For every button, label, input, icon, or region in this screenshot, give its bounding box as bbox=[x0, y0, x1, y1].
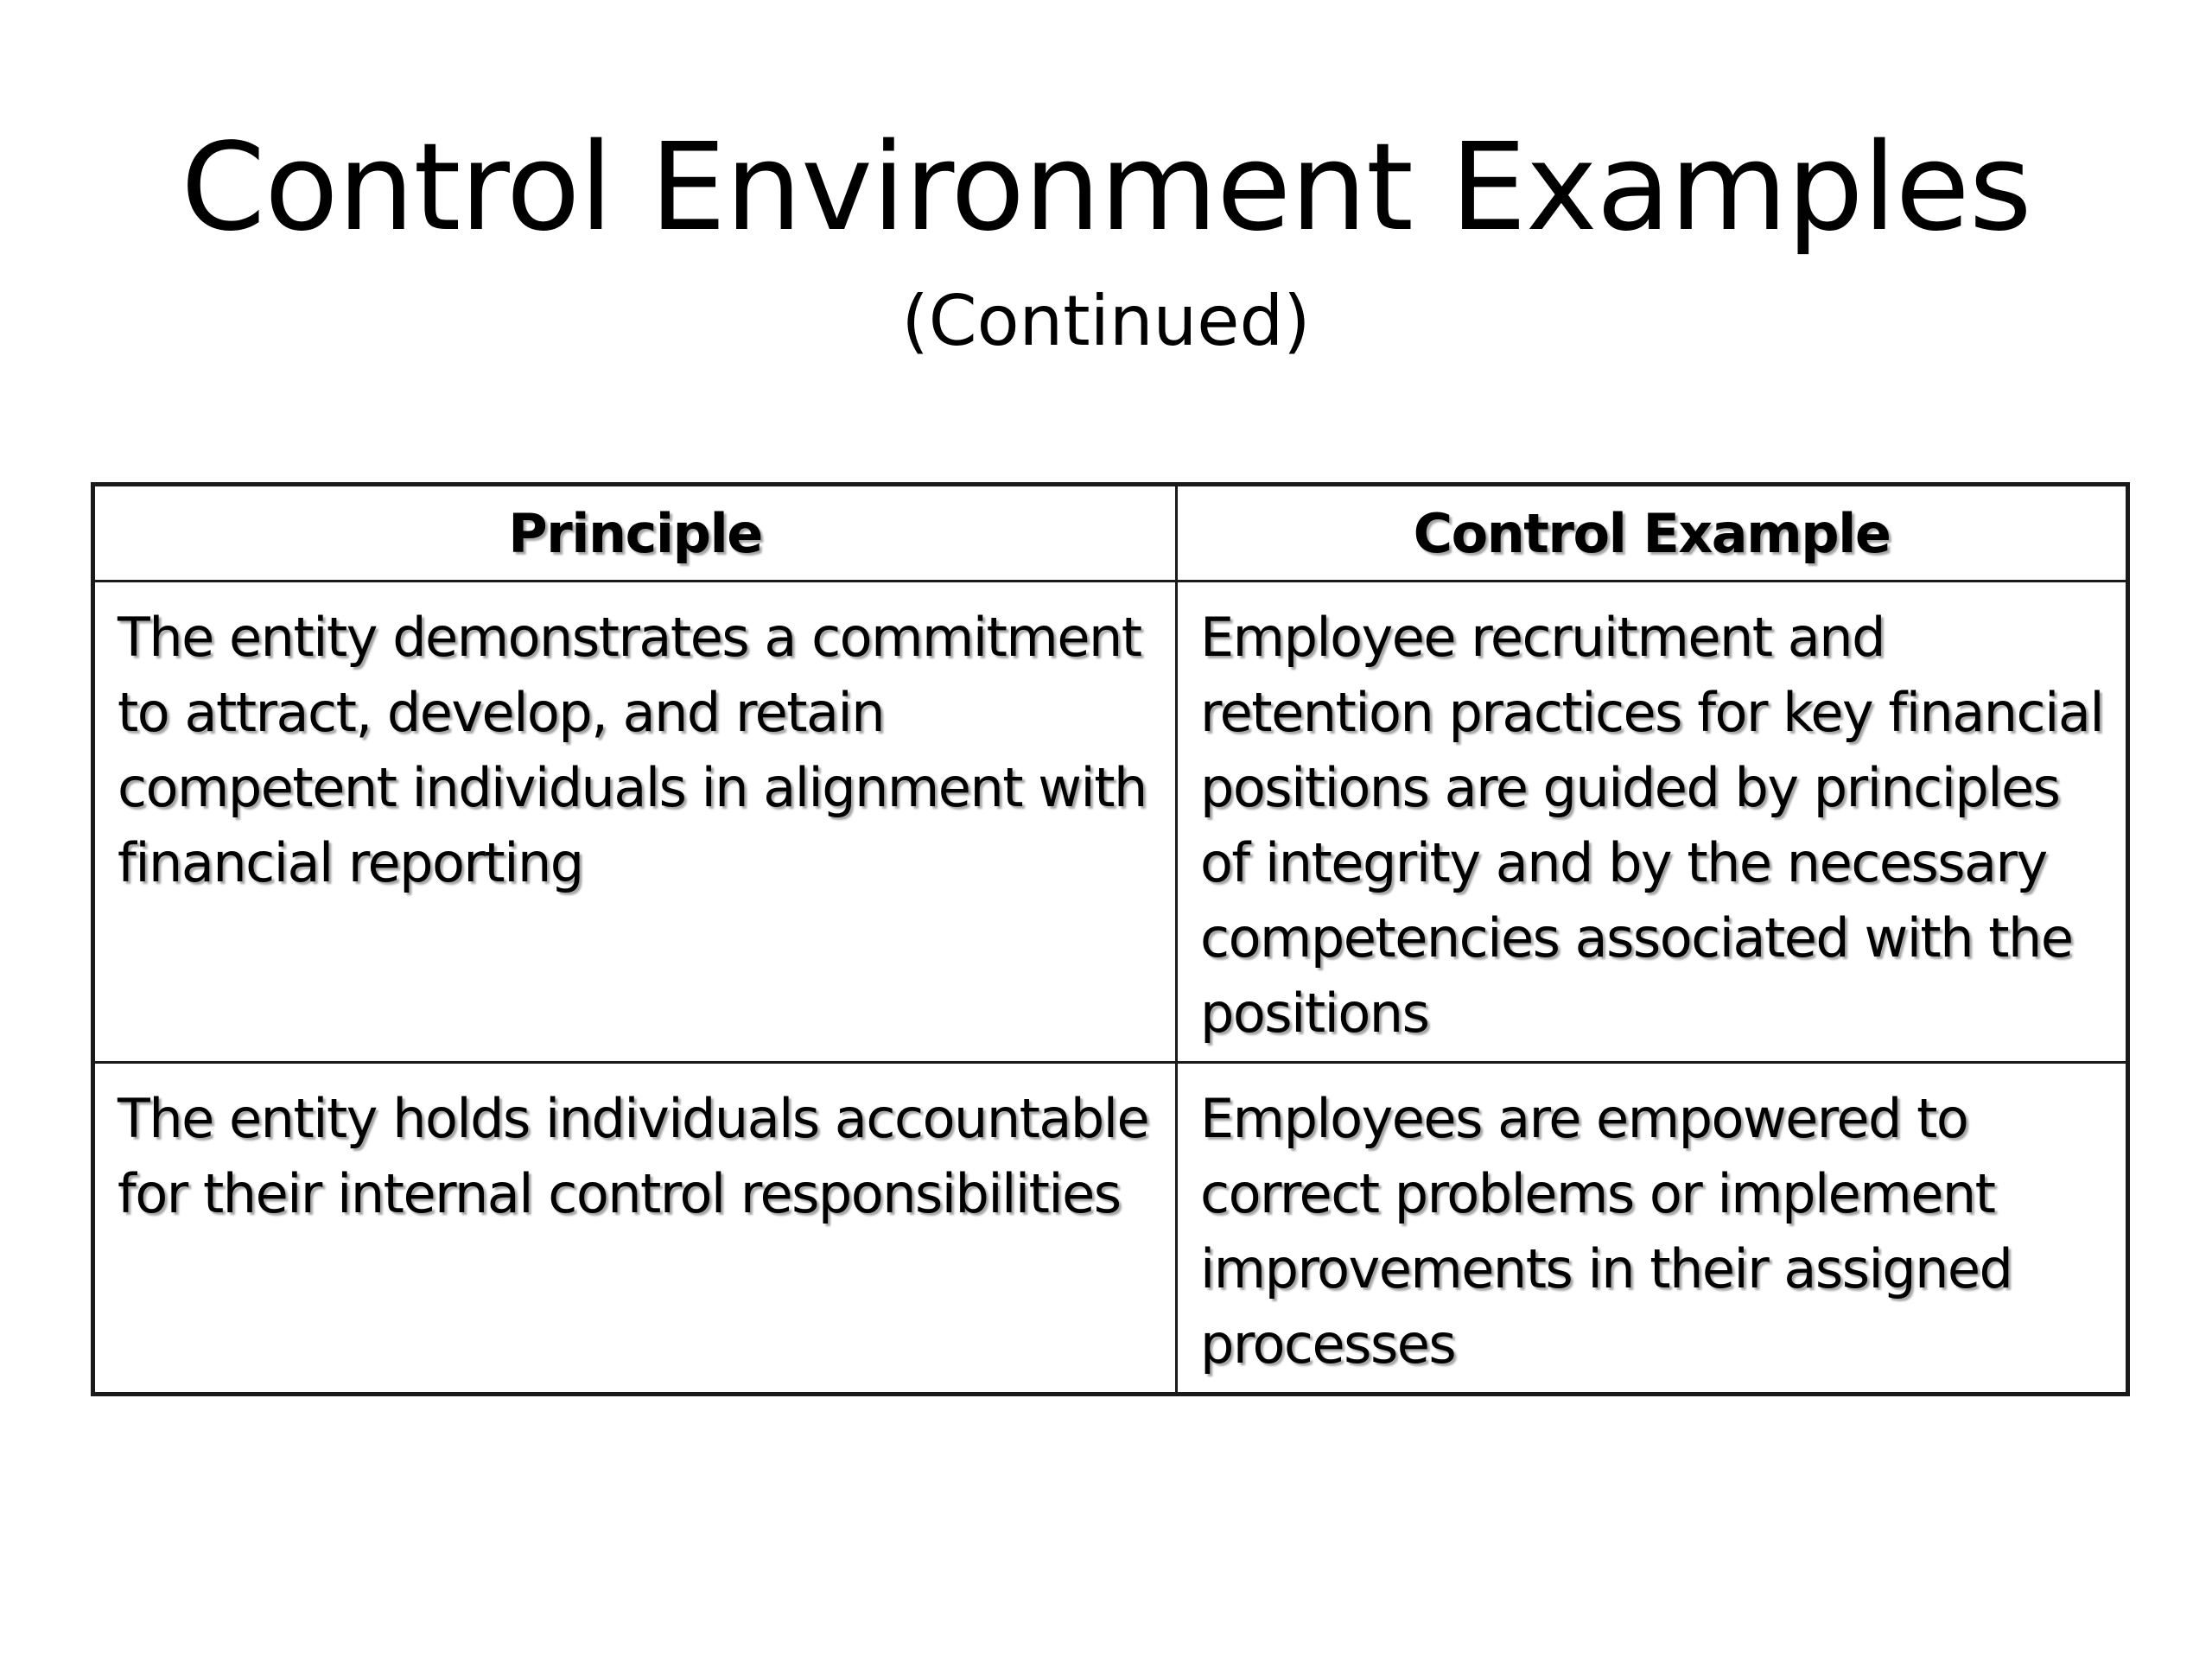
slide-subtitle: (Continued) bbox=[901, 281, 1311, 361]
table-row bbox=[93, 582, 2128, 1063]
control-examples-table bbox=[91, 482, 2130, 1396]
header-principle: Principle bbox=[93, 485, 1177, 582]
header-control-example: Control Example bbox=[1177, 485, 2128, 582]
principle-cell: The entity holds individuals accountable for their internal control responsibilities bbox=[93, 1063, 1177, 1395]
principle-cell: The entity demonstrates a commitment to attract, develop, and retain competent individuals in alignment with financial reporting bbox=[93, 582, 1177, 1063]
slide-title: Control Environment Examples bbox=[181, 118, 2031, 258]
control-example-cell: Employees are empowered to correct problems or implement improvements in their assigned processes bbox=[1177, 1063, 2128, 1395]
table-row bbox=[93, 1063, 2128, 1395]
table-header-row bbox=[93, 485, 2128, 582]
control-example-cell: Employee recruitment and retention practices for key financial positions are guided by principles of integrity and by the necessary competencies associated with the positions bbox=[1177, 582, 2128, 1063]
